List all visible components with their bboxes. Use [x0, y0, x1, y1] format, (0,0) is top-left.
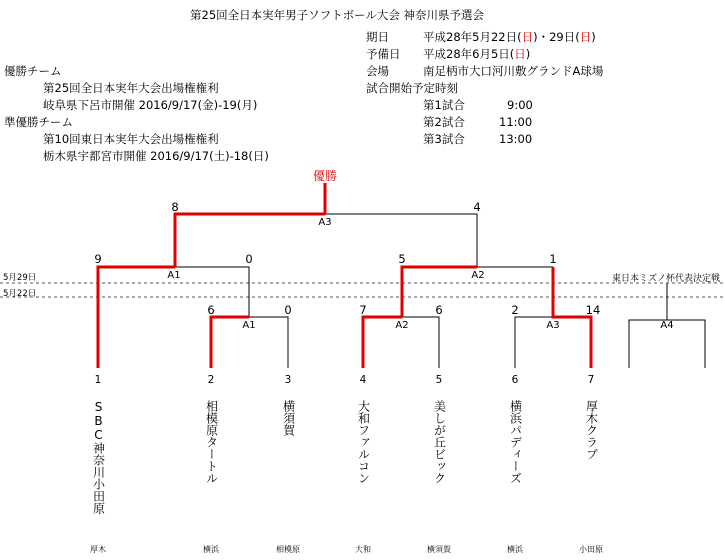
date-upper: 5月29日 — [3, 273, 37, 283]
r1c-right-score: 14 — [585, 303, 601, 317]
team-2-name: 相模原タートル — [204, 400, 219, 484]
r1a-right-score: 0 — [284, 303, 292, 317]
r1a-left-score: 6 — [207, 303, 215, 317]
game3-label: 第3試合 — [423, 132, 465, 146]
team-1-area: 厚木 — [90, 545, 106, 554]
semi-right-match-label: A2 — [471, 270, 485, 281]
team-2-area: 横浜 — [203, 545, 219, 554]
team-3-number: 3 — [284, 374, 292, 386]
winner-line1: 第25回全日本実年大会出場権権利 — [43, 81, 219, 95]
runner-line2: 栃木県宇都宮市開催 2016/9/17(土)-18(日) — [43, 149, 269, 163]
start-time-label: 試合開始予定時刻 — [366, 81, 458, 95]
team-6-name: 横浜パディーズ — [508, 400, 523, 484]
semi-right-right-score: 1 — [549, 252, 557, 266]
semi-right-left-score: 5 — [398, 252, 406, 266]
date-lower: 5月22日 — [3, 289, 37, 299]
r1b-match-label: A2 — [395, 320, 409, 331]
champion-label: 優勝 — [312, 169, 338, 183]
semi-left-match-label: A1 — [167, 270, 181, 281]
team-6-area: 横浜 — [507, 545, 523, 554]
game2-label: 第2試合 — [423, 115, 465, 129]
game2-time: 11:00 — [499, 115, 533, 129]
r1c-left-score: 2 — [511, 303, 519, 317]
team-1-number: 1 — [94, 374, 102, 386]
team-7-area: 小田原 — [579, 545, 603, 554]
team-4-name: 大和ファルコン — [356, 400, 371, 484]
r1b-left-score: 7 — [359, 303, 367, 317]
game1-time: 9:00 — [507, 98, 533, 112]
r1a-match-label: A1 — [242, 320, 256, 331]
team-5-number: 5 — [435, 374, 443, 386]
game3-time: 13:00 — [499, 132, 533, 146]
semi-left-right-score: 0 — [245, 252, 253, 266]
team-7-number: 7 — [587, 374, 595, 386]
final-match-label: A3 — [318, 217, 332, 228]
team-5-area: 横須賀 — [427, 545, 451, 554]
team-4-number: 4 — [359, 374, 367, 386]
bracket-losing-paths — [175, 214, 705, 368]
final-right-score: 4 — [473, 200, 481, 214]
team-5-name: 美しが丘ビック — [432, 400, 447, 484]
winner-line2: 岐阜県下呂市開催 2016/9/17(金)-19(月) — [43, 98, 258, 112]
venue-label: 会場 — [366, 64, 389, 78]
period-label: 期日 — [366, 30, 389, 44]
r1b-right-score: 6 — [435, 303, 443, 317]
semi-left-left-score: 9 — [94, 252, 102, 266]
venue-value: 南足柄市大口河川敷グランドA球場 — [423, 64, 604, 78]
runner-label: 準優勝チーム — [4, 115, 73, 129]
team-1-name: SBC神奈川小田原 — [91, 400, 106, 514]
reserve-label: 予備日 — [366, 47, 401, 61]
runner-line1: 第10回東日本実年大会出場権権利 — [43, 132, 219, 146]
team-2-number: 2 — [207, 374, 215, 386]
page-title: 第25回全日本実年男子ソフトボール大会 神奈川県予選会 — [190, 8, 485, 22]
team-6-number: 6 — [511, 374, 519, 386]
final-left-score: 8 — [171, 200, 179, 214]
team-7-name: 厚木クラブ — [584, 400, 599, 460]
extra-match-title: 東日本ミズノ杯代表決定戦 — [612, 274, 721, 284]
team-3-area: 相模原 — [276, 545, 300, 554]
r1c-match-label: A3 — [546, 320, 560, 331]
team-3-name: 横須賀 — [281, 400, 296, 436]
game1-label: 第1試合 — [423, 98, 465, 112]
team-4-area: 大和 — [355, 545, 371, 554]
reserve-value: 平成28年6月5日(日) — [423, 47, 531, 61]
extra-match-label: A4 — [660, 320, 674, 331]
period-value: 平成28年5月22日(日)・29日(日) — [423, 30, 596, 44]
winner-label: 優勝チーム — [4, 64, 62, 78]
